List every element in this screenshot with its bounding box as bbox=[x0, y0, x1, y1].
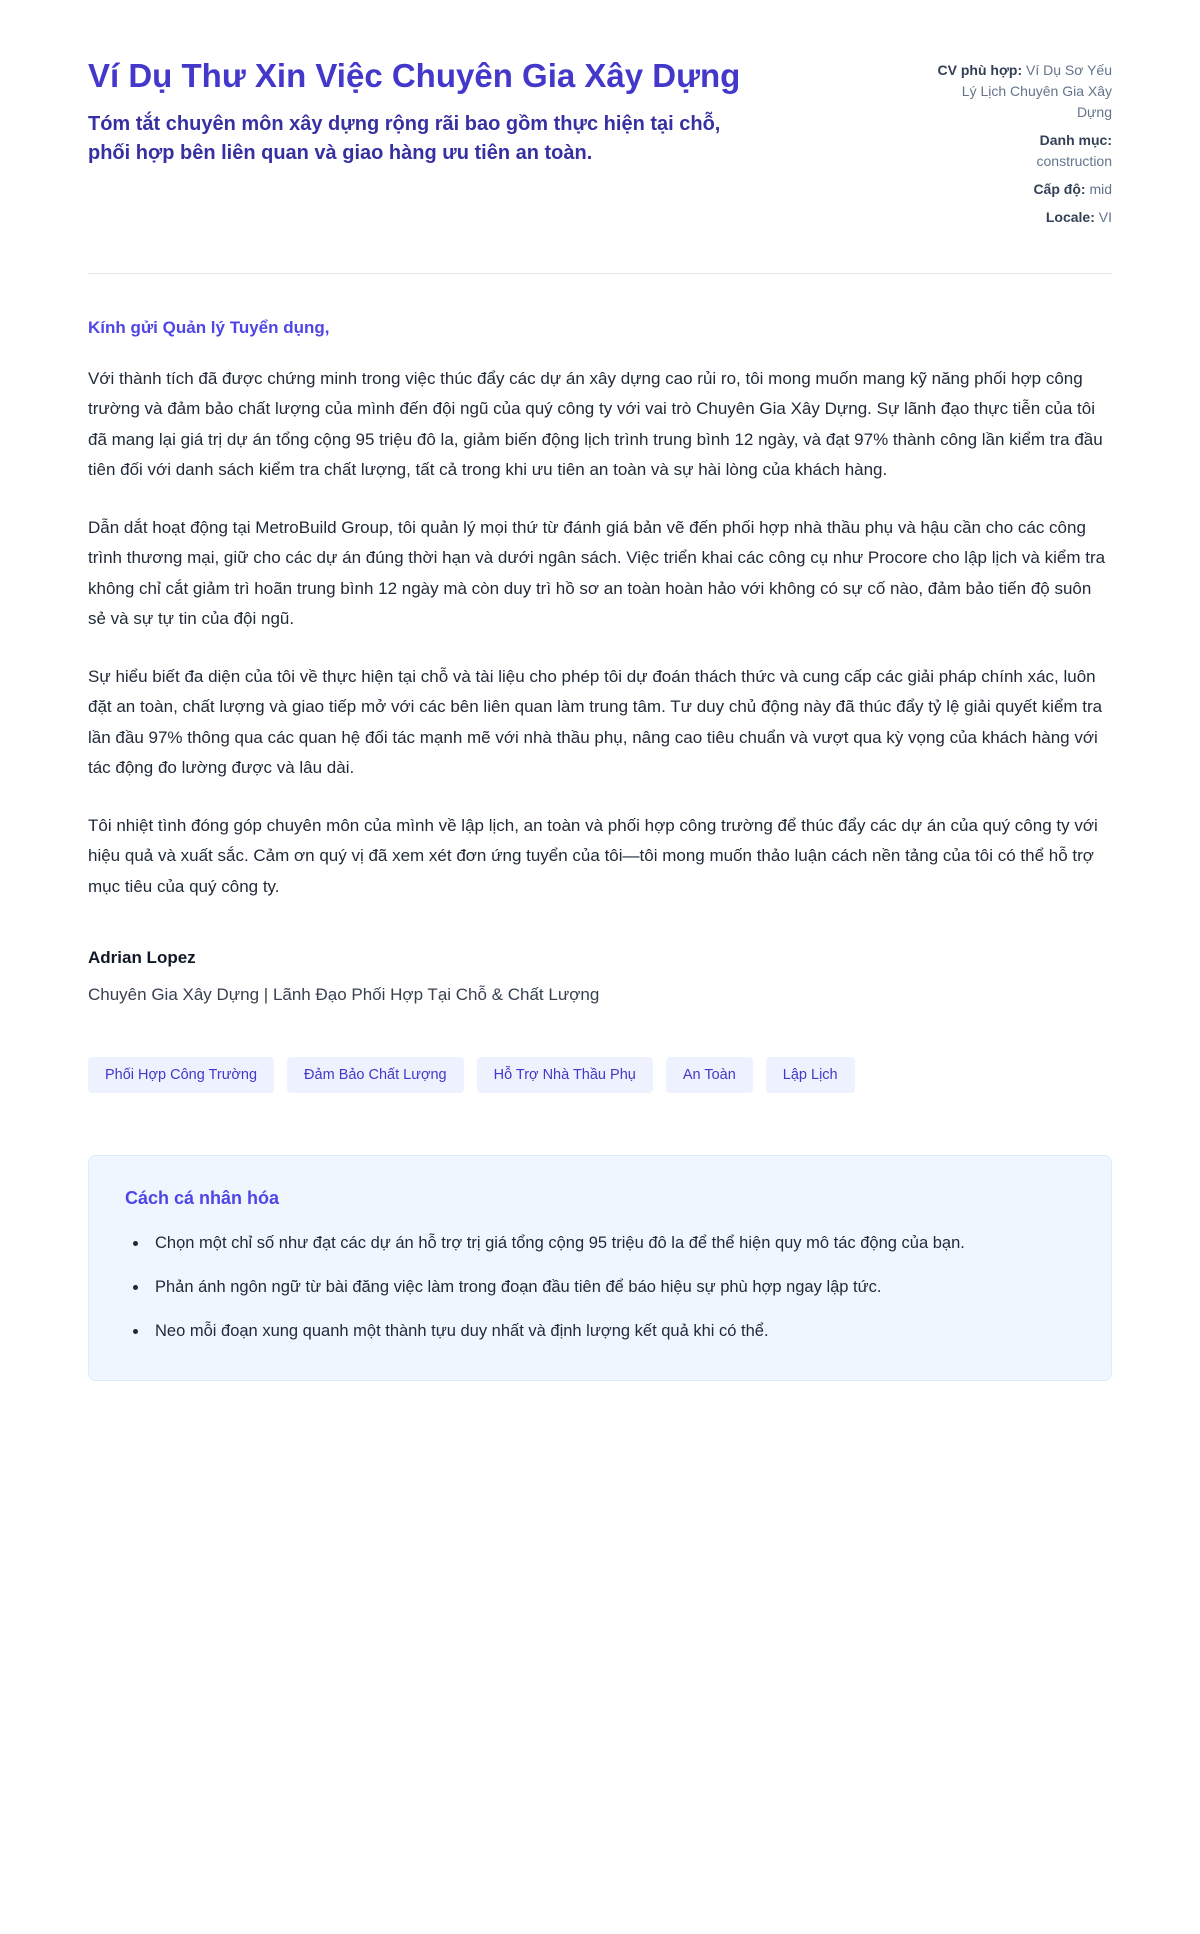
meta-level-value: mid bbox=[1089, 181, 1112, 197]
letter-paragraph: Với thành tích đã được chứng minh trong việc thúc đẩy các dự án xây dựng cao rủi ro, tôi mong muốn mang kỹ năng phối hợp công trường và đảm bảo chất lượng của mình đến đội ngũ của quý công ty với vai trò Chuyên Gia Xây Dựng. Sự lãnh đạo thực tiễn của tôi đã mang lại giá trị dự án tổng cộng 95 triệu đô la, giảm biến động lịch trình trung bình 12 ngày, và đạt 97% thành công lần kiểm tra đầu tiên đối với danh sách kiểm tra chất lượng, tất cả trong khi ưu tiên an toàn và sự hài lòng của khách hàng. bbox=[88, 369, 1103, 479]
letter-paragraph: Tôi nhiệt tình đóng góp chuyên môn của mình về lập lịch, an toàn và phối hợp công trường để thúc đẩy các dự án của quý công ty với hiệu quả và xuất sắc. Cảm ơn quý vị đã xem xét đơn ứng tuyển của tôi—tôi mong muốn thảo luận cách nền tảng của tôi có thể hỗ trợ mục tiêu của quý công ty. bbox=[88, 816, 1098, 896]
meta-cv-label: CV phù hợp: bbox=[937, 62, 1023, 78]
tip-item: • Chọn một chỉ số như đạt các dự án hỗ trợ trị giá tổng cộng 95 triệu đô la để thể hiện quy mô tác động của bạn. bbox=[149, 1229, 1075, 1258]
tips-title: Cách cá nhân hóa bbox=[125, 1188, 280, 1209]
signature-role: Chuyên Gia Xây Dựng | Lãnh Đạo Phối Hợp Tại Chỗ & Chất Lượng bbox=[88, 984, 600, 1004]
skill-tag: Phối Hợp Công Trường bbox=[88, 1057, 274, 1094]
skill-tag: Lập Lịch bbox=[766, 1057, 855, 1094]
meta-row-locale bbox=[934, 207, 1112, 228]
meta-locale-label: Locale: bbox=[1045, 209, 1095, 225]
page-header bbox=[88, 56, 1112, 235]
page-container bbox=[88, 0, 1112, 1381]
meta-category-value: construction bbox=[1036, 153, 1112, 169]
skill-tag-list bbox=[88, 1057, 1112, 1094]
meta-row-level bbox=[934, 179, 1112, 200]
meta-level-label: Cấp độ: bbox=[1033, 181, 1086, 197]
tip-item: • Phản ánh ngôn ngữ từ bài đăng việc làm trong đoạn đầu tiên để báo hiệu sự phù hợp ngay lập tức. bbox=[149, 1273, 1075, 1302]
signature-name: Adrian Lopez bbox=[88, 947, 196, 967]
meta-category-label: Danh mục: bbox=[1039, 132, 1112, 148]
letter-salutation: Kính gửi Quản lý Tuyển dụng, bbox=[88, 318, 330, 337]
letter-paragraph: Sự hiểu biết đa diện của tôi về thực hiện tại chỗ và tài liệu cho phép tôi dự đoán thách thức và cung cấp các giải pháp chính xác, luôn đặt an toàn, chất lượng và giao tiếp mở với các bên liên quan làm trung tâm. Tư duy chủ động này đã thúc đẩy tỷ lệ giải quyết kiểm tra lần đầu 97% thông qua các quan hệ đối tác mạnh mẽ với nhà thầu phụ, nâng cao tiêu chuẩn và vượt qua kỳ vọng của khách hàng với tác động đo lường được và lâu dài. bbox=[88, 667, 1103, 777]
meta-panel bbox=[934, 56, 1112, 235]
tip-item: • Neo mỗi đoạn xung quanh một thành tựu duy nhất và định lượng kết quả khi có thể. bbox=[149, 1317, 1075, 1346]
cover-letter-body bbox=[88, 318, 1112, 1005]
tips-list bbox=[125, 1229, 1075, 1346]
letter-paragraph: Dẫn dắt hoạt động tại MetroBuild Group, tôi quản lý mọi thứ từ đánh giá bản vẽ đến phối hợp nhà thầu phụ và hậu cần cho các công trình thương mại, giữ cho các dự án đúng thời hạn và dưới ngân sách. Việc triển khai các công cụ như Procore cho lập lịch và kiểm tra không chỉ cắt giảm trì hoãn trung bình 12 ngày mà còn duy trì hồ sơ an toàn hoàn hảo với không có sự cố nào, đảm bảo tiến độ suôn sẻ và sự tự tin của đội ngũ. bbox=[88, 518, 1106, 628]
page-title: Ví Dụ Thư Xin Việc Chuyên Gia Xây Dựng bbox=[88, 57, 741, 94]
personalization-tips-box bbox=[88, 1155, 1112, 1381]
skill-tag: An Toàn bbox=[666, 1057, 753, 1094]
page-subtitle: Tóm tắt chuyên môn xây dựng rộng rãi bao gồm thực hiện tại chỗ, phối hợp bên liên quan và giao hàng ưu tiên an toàn. bbox=[88, 113, 721, 164]
meta-row-category bbox=[934, 130, 1112, 172]
meta-row-cv bbox=[934, 60, 1112, 123]
meta-locale-value: VI bbox=[1098, 209, 1112, 225]
header-divider bbox=[88, 273, 1112, 274]
meta-cv-link[interactable]: Ví Dụ Sơ Yếu Lý Lịch Chuyên Gia Xây Dựng bbox=[961, 62, 1112, 120]
skill-tag: Hỗ Trợ Nhà Thầu Phụ bbox=[477, 1057, 653, 1094]
skill-tag: Đảm Bảo Chất Lượng bbox=[287, 1057, 464, 1094]
header-title-block bbox=[88, 56, 748, 167]
